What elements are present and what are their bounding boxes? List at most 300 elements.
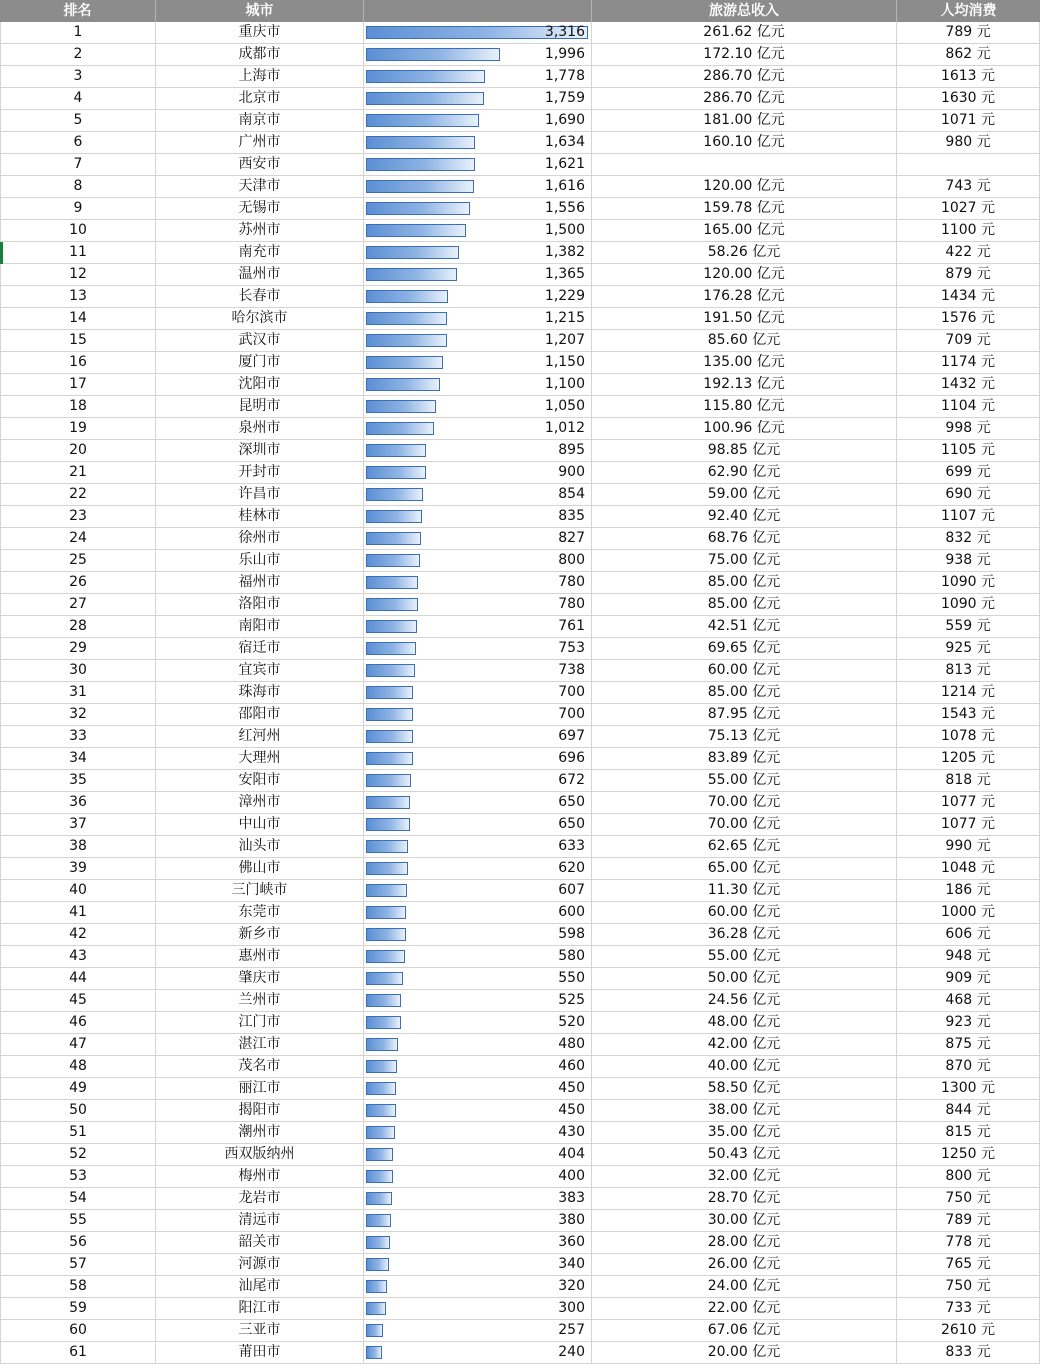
table-row[interactable] [0, 1188, 1040, 1210]
visitors-cell[interactable] [364, 1232, 592, 1253]
rank-cell[interactable]: 22 [0, 484, 156, 505]
income-cell[interactable]: 98.85 亿元 [592, 440, 897, 461]
rank-cell[interactable]: 19 [0, 418, 156, 439]
per-capita-cell[interactable]: 765 元 [897, 1254, 1040, 1275]
city-cell[interactable]: 潮州市 [156, 1122, 364, 1143]
city-cell[interactable]: 中山市 [156, 814, 364, 835]
table-row[interactable] [0, 1298, 1040, 1320]
rank-cell[interactable]: 48 [0, 1056, 156, 1077]
visitors-cell[interactable] [364, 1144, 592, 1165]
per-capita-cell[interactable]: 800 元 [897, 1166, 1040, 1187]
per-capita-cell[interactable]: 980 元 [897, 132, 1040, 153]
rank-cell[interactable]: 38 [0, 836, 156, 857]
income-cell[interactable]: 55.00 亿元 [592, 770, 897, 791]
table-row[interactable] [0, 198, 1040, 220]
table-row[interactable] [0, 1166, 1040, 1188]
per-capita-cell[interactable]: 1071 元 [897, 110, 1040, 131]
table-row[interactable] [0, 528, 1040, 550]
visitors-cell[interactable] [364, 286, 592, 307]
city-cell[interactable]: 泉州市 [156, 418, 364, 439]
rank-cell[interactable]: 23 [0, 506, 156, 527]
rank-cell[interactable]: 24 [0, 528, 156, 549]
per-capita-cell[interactable]: 789 元 [897, 1210, 1040, 1231]
city-cell[interactable]: 大理州 [156, 748, 364, 769]
visitors-cell[interactable] [364, 308, 592, 329]
rank-cell[interactable]: 58 [0, 1276, 156, 1297]
per-capita-cell[interactable]: 909 元 [897, 968, 1040, 989]
income-cell[interactable]: 261.62 亿元 [592, 22, 897, 43]
city-cell[interactable]: 上海市 [156, 66, 364, 87]
table-row[interactable] [0, 22, 1040, 44]
table-row[interactable] [0, 968, 1040, 990]
per-capita-cell[interactable]: 1077 元 [897, 814, 1040, 835]
rank-cell[interactable]: 6 [0, 132, 156, 153]
rank-cell[interactable]: 27 [0, 594, 156, 615]
per-capita-cell[interactable]: 1027 元 [897, 198, 1040, 219]
city-cell[interactable]: 南充市 [156, 242, 364, 263]
rank-cell[interactable]: 46 [0, 1012, 156, 1033]
table-row[interactable] [0, 66, 1040, 88]
table-row[interactable] [0, 946, 1040, 968]
rank-cell[interactable]: 32 [0, 704, 156, 725]
per-capita-cell[interactable]: 990 元 [897, 836, 1040, 857]
income-cell[interactable]: 70.00 亿元 [592, 814, 897, 835]
rank-cell[interactable]: 12 [0, 264, 156, 285]
table-row[interactable] [0, 990, 1040, 1012]
income-cell[interactable]: 75.00 亿元 [592, 550, 897, 571]
income-cell[interactable]: 58.50 亿元 [592, 1078, 897, 1099]
city-cell[interactable]: 三门峡市 [156, 880, 364, 901]
per-capita-cell[interactable]: 559 元 [897, 616, 1040, 637]
visitors-cell[interactable] [364, 946, 592, 967]
rank-cell[interactable]: 21 [0, 462, 156, 483]
rank-cell[interactable]: 40 [0, 880, 156, 901]
visitors-cell[interactable] [364, 704, 592, 725]
income-cell[interactable]: 172.10 亿元 [592, 44, 897, 65]
table-row[interactable] [0, 1122, 1040, 1144]
visitors-cell[interactable] [364, 1210, 592, 1231]
income-cell[interactable]: 58.26 亿元 [592, 242, 897, 263]
income-cell[interactable]: 100.96 亿元 [592, 418, 897, 439]
table-row[interactable] [0, 572, 1040, 594]
table-row[interactable] [0, 682, 1040, 704]
rank-cell[interactable]: 47 [0, 1034, 156, 1055]
rank-cell[interactable]: 50 [0, 1100, 156, 1121]
visitors-cell[interactable] [364, 176, 592, 197]
city-cell[interactable]: 天津市 [156, 176, 364, 197]
table-row[interactable] [0, 1276, 1040, 1298]
table-row[interactable] [0, 1210, 1040, 1232]
city-cell[interactable]: 江门市 [156, 1012, 364, 1033]
per-capita-cell[interactable]: 789 元 [897, 22, 1040, 43]
visitors-cell[interactable] [364, 264, 592, 285]
city-cell[interactable]: 深圳市 [156, 440, 364, 461]
city-cell[interactable]: 漳州市 [156, 792, 364, 813]
rank-cell[interactable]: 56 [0, 1232, 156, 1253]
income-cell[interactable]: 50.00 亿元 [592, 968, 897, 989]
income-cell[interactable]: 62.65 亿元 [592, 836, 897, 857]
visitors-cell[interactable] [364, 506, 592, 527]
income-cell[interactable]: 68.76 亿元 [592, 528, 897, 549]
city-cell[interactable]: 南京市 [156, 110, 364, 131]
income-cell[interactable]: 38.00 亿元 [592, 1100, 897, 1121]
city-cell[interactable]: 昆明市 [156, 396, 364, 417]
city-cell[interactable]: 徐州市 [156, 528, 364, 549]
per-capita-cell[interactable]: 1105 元 [897, 440, 1040, 461]
city-cell[interactable]: 肇庆市 [156, 968, 364, 989]
income-cell[interactable]: 85.00 亿元 [592, 594, 897, 615]
income-cell[interactable]: 65.00 亿元 [592, 858, 897, 879]
income-cell[interactable]: 60.00 亿元 [592, 902, 897, 923]
per-capita-cell[interactable]: 733 元 [897, 1298, 1040, 1319]
income-cell[interactable]: 120.00 亿元 [592, 264, 897, 285]
city-cell[interactable]: 三亚市 [156, 1320, 364, 1341]
visitors-cell[interactable] [364, 902, 592, 923]
table-row[interactable] [0, 1342, 1040, 1364]
visitors-cell[interactable] [364, 396, 592, 417]
visitors-cell[interactable] [364, 1188, 592, 1209]
rank-cell[interactable]: 60 [0, 1320, 156, 1341]
table-row[interactable] [0, 264, 1040, 286]
visitors-cell[interactable] [364, 990, 592, 1011]
table-row[interactable] [0, 352, 1040, 374]
income-cell[interactable]: 75.13 亿元 [592, 726, 897, 747]
rank-cell[interactable]: 59 [0, 1298, 156, 1319]
income-cell[interactable]: 85.60 亿元 [592, 330, 897, 351]
income-cell[interactable]: 24.00 亿元 [592, 1276, 897, 1297]
visitors-cell[interactable] [364, 1166, 592, 1187]
income-cell[interactable]: 115.80 亿元 [592, 396, 897, 417]
rank-cell[interactable]: 11 [0, 242, 156, 263]
income-cell[interactable]: 50.43 亿元 [592, 1144, 897, 1165]
city-cell[interactable]: 邵阳市 [156, 704, 364, 725]
table-row[interactable] [0, 242, 1040, 264]
visitors-cell[interactable] [364, 220, 592, 241]
table-row[interactable] [0, 462, 1040, 484]
table-row[interactable] [0, 88, 1040, 110]
city-cell[interactable]: 长春市 [156, 286, 364, 307]
per-capita-cell[interactable]: 1205 元 [897, 748, 1040, 769]
visitors-cell[interactable] [364, 1342, 592, 1363]
income-cell[interactable]: 36.28 亿元 [592, 924, 897, 945]
income-cell[interactable]: 20.00 亿元 [592, 1342, 897, 1363]
rank-cell[interactable]: 34 [0, 748, 156, 769]
table-row[interactable] [0, 726, 1040, 748]
table-row[interactable] [0, 1320, 1040, 1342]
income-cell[interactable]: 85.00 亿元 [592, 572, 897, 593]
header-visitors[interactable] [364, 0, 592, 22]
header-city[interactable]: 城市 [156, 0, 364, 22]
visitors-cell[interactable] [364, 528, 592, 549]
visitors-cell[interactable] [364, 440, 592, 461]
visitors-cell[interactable] [364, 1012, 592, 1033]
rank-cell[interactable]: 26 [0, 572, 156, 593]
rank-cell[interactable]: 7 [0, 154, 156, 175]
city-cell[interactable]: 福州市 [156, 572, 364, 593]
visitors-cell[interactable] [364, 44, 592, 65]
income-cell[interactable]: 35.00 亿元 [592, 1122, 897, 1143]
income-cell[interactable]: 160.10 亿元 [592, 132, 897, 153]
visitors-cell[interactable] [364, 352, 592, 373]
income-cell[interactable]: 181.00 亿元 [592, 110, 897, 131]
income-cell[interactable]: 85.00 亿元 [592, 682, 897, 703]
income-cell[interactable]: 28.00 亿元 [592, 1232, 897, 1253]
table-row[interactable] [0, 1012, 1040, 1034]
per-capita-cell[interactable]: 1048 元 [897, 858, 1040, 879]
city-cell[interactable]: 龙岩市 [156, 1188, 364, 1209]
per-capita-cell[interactable]: 750 元 [897, 1188, 1040, 1209]
per-capita-cell[interactable]: 468 元 [897, 990, 1040, 1011]
rank-cell[interactable]: 18 [0, 396, 156, 417]
table-row[interactable] [0, 616, 1040, 638]
city-cell[interactable]: 梅州市 [156, 1166, 364, 1187]
income-cell[interactable]: 42.00 亿元 [592, 1034, 897, 1055]
per-capita-cell[interactable]: 750 元 [897, 1276, 1040, 1297]
per-capita-cell[interactable]: 1104 元 [897, 396, 1040, 417]
per-capita-cell[interactable]: 870 元 [897, 1056, 1040, 1077]
rank-cell[interactable]: 53 [0, 1166, 156, 1187]
city-cell[interactable]: 揭阳市 [156, 1100, 364, 1121]
city-cell[interactable]: 清远市 [156, 1210, 364, 1231]
table-row[interactable] [0, 44, 1040, 66]
table-row[interactable] [0, 1034, 1040, 1056]
table-row[interactable] [0, 814, 1040, 836]
rank-cell[interactable]: 20 [0, 440, 156, 461]
city-cell[interactable]: 温州市 [156, 264, 364, 285]
rank-cell[interactable]: 4 [0, 88, 156, 109]
table-row[interactable] [0, 924, 1040, 946]
city-cell[interactable]: 莆田市 [156, 1342, 364, 1363]
per-capita-cell[interactable]: 1077 元 [897, 792, 1040, 813]
visitors-cell[interactable] [364, 22, 592, 43]
city-cell[interactable]: 佛山市 [156, 858, 364, 879]
per-capita-cell[interactable]: 998 元 [897, 418, 1040, 439]
per-capita-cell[interactable]: 1543 元 [897, 704, 1040, 725]
city-cell[interactable]: 桂林市 [156, 506, 364, 527]
per-capita-cell[interactable]: 709 元 [897, 330, 1040, 351]
visitors-cell[interactable] [364, 836, 592, 857]
city-cell[interactable]: 重庆市 [156, 22, 364, 43]
table-row[interactable] [0, 638, 1040, 660]
per-capita-cell[interactable]: 1078 元 [897, 726, 1040, 747]
visitors-cell[interactable] [364, 1122, 592, 1143]
city-cell[interactable]: 新乡市 [156, 924, 364, 945]
per-capita-cell[interactable]: 844 元 [897, 1100, 1040, 1121]
income-cell[interactable]: 159.78 亿元 [592, 198, 897, 219]
city-cell[interactable]: 乐山市 [156, 550, 364, 571]
city-cell[interactable]: 惠州市 [156, 946, 364, 967]
visitors-cell[interactable] [364, 660, 592, 681]
rank-cell[interactable]: 17 [0, 374, 156, 395]
per-capita-cell[interactable]: 690 元 [897, 484, 1040, 505]
visitors-cell[interactable] [364, 726, 592, 747]
visitors-cell[interactable] [364, 1100, 592, 1121]
header-rank[interactable]: 排名 [0, 0, 156, 22]
table-row[interactable] [0, 1232, 1040, 1254]
city-cell[interactable]: 丽江市 [156, 1078, 364, 1099]
table-row[interactable] [0, 374, 1040, 396]
income-cell[interactable]: 67.06 亿元 [592, 1320, 897, 1341]
table-row[interactable] [0, 1056, 1040, 1078]
income-cell[interactable]: 28.70 亿元 [592, 1188, 897, 1209]
rank-cell[interactable]: 57 [0, 1254, 156, 1275]
visitors-cell[interactable] [364, 330, 592, 351]
rank-cell[interactable]: 10 [0, 220, 156, 241]
visitors-cell[interactable] [364, 814, 592, 835]
income-cell[interactable] [592, 154, 897, 175]
income-cell[interactable]: 192.13 亿元 [592, 374, 897, 395]
per-capita-cell[interactable]: 1100 元 [897, 220, 1040, 241]
income-cell[interactable]: 286.70 亿元 [592, 66, 897, 87]
rank-cell[interactable]: 61 [0, 1342, 156, 1363]
per-capita-cell[interactable]: 778 元 [897, 1232, 1040, 1253]
rank-cell[interactable]: 15 [0, 330, 156, 351]
income-cell[interactable]: 42.51 亿元 [592, 616, 897, 637]
per-capita-cell[interactable]: 1090 元 [897, 594, 1040, 615]
per-capita-cell[interactable]: 1432 元 [897, 374, 1040, 395]
table-row[interactable] [0, 396, 1040, 418]
per-capita-cell[interactable]: 606 元 [897, 924, 1040, 945]
income-cell[interactable]: 30.00 亿元 [592, 1210, 897, 1231]
visitors-cell[interactable] [364, 924, 592, 945]
city-cell[interactable]: 洛阳市 [156, 594, 364, 615]
rank-cell[interactable]: 36 [0, 792, 156, 813]
visitors-cell[interactable] [364, 484, 592, 505]
per-capita-cell[interactable]: 862 元 [897, 44, 1040, 65]
per-capita-cell[interactable]: 875 元 [897, 1034, 1040, 1055]
per-capita-cell[interactable]: 923 元 [897, 1012, 1040, 1033]
per-capita-cell[interactable]: 1174 元 [897, 352, 1040, 373]
city-cell[interactable]: 安阳市 [156, 770, 364, 791]
city-cell[interactable]: 河源市 [156, 1254, 364, 1275]
income-cell[interactable]: 87.95 亿元 [592, 704, 897, 725]
rank-cell[interactable]: 49 [0, 1078, 156, 1099]
income-cell[interactable]: 26.00 亿元 [592, 1254, 897, 1275]
city-cell[interactable]: 红河州 [156, 726, 364, 747]
visitors-cell[interactable] [364, 1078, 592, 1099]
table-row[interactable] [0, 770, 1040, 792]
city-cell[interactable]: 茂名市 [156, 1056, 364, 1077]
visitors-cell[interactable] [364, 242, 592, 263]
table-row[interactable] [0, 704, 1040, 726]
city-cell[interactable]: 宜宾市 [156, 660, 364, 681]
table-row[interactable] [0, 792, 1040, 814]
city-cell[interactable]: 许昌市 [156, 484, 364, 505]
visitors-cell[interactable] [364, 682, 592, 703]
city-cell[interactable]: 武汉市 [156, 330, 364, 351]
rank-cell[interactable]: 42 [0, 924, 156, 945]
rank-cell[interactable]: 55 [0, 1210, 156, 1231]
per-capita-cell[interactable]: 2610 元 [897, 1320, 1040, 1341]
city-cell[interactable]: 无锡市 [156, 198, 364, 219]
visitors-cell[interactable] [364, 748, 592, 769]
rank-cell[interactable]: 5 [0, 110, 156, 131]
visitors-cell[interactable] [364, 88, 592, 109]
rank-cell[interactable]: 2 [0, 44, 156, 65]
visitors-cell[interactable] [364, 1056, 592, 1077]
rank-cell[interactable]: 51 [0, 1122, 156, 1143]
table-row[interactable] [0, 1144, 1040, 1166]
income-cell[interactable]: 24.56 亿元 [592, 990, 897, 1011]
table-row[interactable] [0, 154, 1040, 176]
income-cell[interactable]: 70.00 亿元 [592, 792, 897, 813]
per-capita-cell[interactable]: 422 元 [897, 242, 1040, 263]
rank-cell[interactable]: 1 [0, 22, 156, 43]
per-capita-cell[interactable]: 1107 元 [897, 506, 1040, 527]
table-row[interactable] [0, 858, 1040, 880]
income-cell[interactable]: 83.89 亿元 [592, 748, 897, 769]
visitors-cell[interactable] [364, 132, 592, 153]
per-capita-cell[interactable]: 813 元 [897, 660, 1040, 681]
table-row[interactable] [0, 330, 1040, 352]
rank-cell[interactable]: 45 [0, 990, 156, 1011]
income-cell[interactable]: 135.00 亿元 [592, 352, 897, 373]
table-row[interactable] [0, 902, 1040, 924]
city-cell[interactable]: 开封市 [156, 462, 364, 483]
income-cell[interactable]: 59.00 亿元 [592, 484, 897, 505]
table-row[interactable] [0, 1100, 1040, 1122]
rank-cell[interactable]: 33 [0, 726, 156, 747]
city-cell[interactable]: 苏州市 [156, 220, 364, 241]
per-capita-cell[interactable]: 948 元 [897, 946, 1040, 967]
per-capita-cell[interactable]: 815 元 [897, 1122, 1040, 1143]
table-row[interactable] [0, 1254, 1040, 1276]
table-row[interactable] [0, 594, 1040, 616]
income-cell[interactable]: 55.00 亿元 [592, 946, 897, 967]
table-row[interactable] [0, 660, 1040, 682]
rank-cell[interactable]: 31 [0, 682, 156, 703]
table-row[interactable] [0, 308, 1040, 330]
table-row[interactable] [0, 418, 1040, 440]
city-cell[interactable]: 北京市 [156, 88, 364, 109]
visitors-cell[interactable] [364, 770, 592, 791]
rank-cell[interactable]: 44 [0, 968, 156, 989]
rank-cell[interactable]: 52 [0, 1144, 156, 1165]
visitors-cell[interactable] [364, 880, 592, 901]
income-cell[interactable]: 11.30 亿元 [592, 880, 897, 901]
visitors-cell[interactable] [364, 110, 592, 131]
visitors-cell[interactable] [364, 616, 592, 637]
income-cell[interactable]: 286.70 亿元 [592, 88, 897, 109]
rank-cell[interactable]: 54 [0, 1188, 156, 1209]
rank-cell[interactable]: 14 [0, 308, 156, 329]
city-cell[interactable]: 宿迁市 [156, 638, 364, 659]
per-capita-cell[interactable]: 1576 元 [897, 308, 1040, 329]
per-capita-cell[interactable]: 818 元 [897, 770, 1040, 791]
per-capita-cell[interactable]: 833 元 [897, 1342, 1040, 1363]
table-row[interactable] [0, 286, 1040, 308]
rank-cell[interactable]: 16 [0, 352, 156, 373]
city-cell[interactable]: 汕头市 [156, 836, 364, 857]
per-capita-cell[interactable]: 1630 元 [897, 88, 1040, 109]
income-cell[interactable]: 176.28 亿元 [592, 286, 897, 307]
table-row[interactable] [0, 506, 1040, 528]
per-capita-cell[interactable]: 1090 元 [897, 572, 1040, 593]
city-cell[interactable]: 东莞市 [156, 902, 364, 923]
visitors-cell[interactable] [364, 550, 592, 571]
table-row[interactable] [0, 1078, 1040, 1100]
city-cell[interactable]: 南阳市 [156, 616, 364, 637]
income-cell[interactable]: 60.00 亿元 [592, 660, 897, 681]
rank-cell[interactable]: 9 [0, 198, 156, 219]
income-cell[interactable]: 40.00 亿元 [592, 1056, 897, 1077]
income-cell[interactable]: 92.40 亿元 [592, 506, 897, 527]
visitors-cell[interactable] [364, 638, 592, 659]
city-cell[interactable]: 厦门市 [156, 352, 364, 373]
rank-cell[interactable]: 43 [0, 946, 156, 967]
per-capita-cell[interactable]: 879 元 [897, 264, 1040, 285]
city-cell[interactable]: 沈阳市 [156, 374, 364, 395]
